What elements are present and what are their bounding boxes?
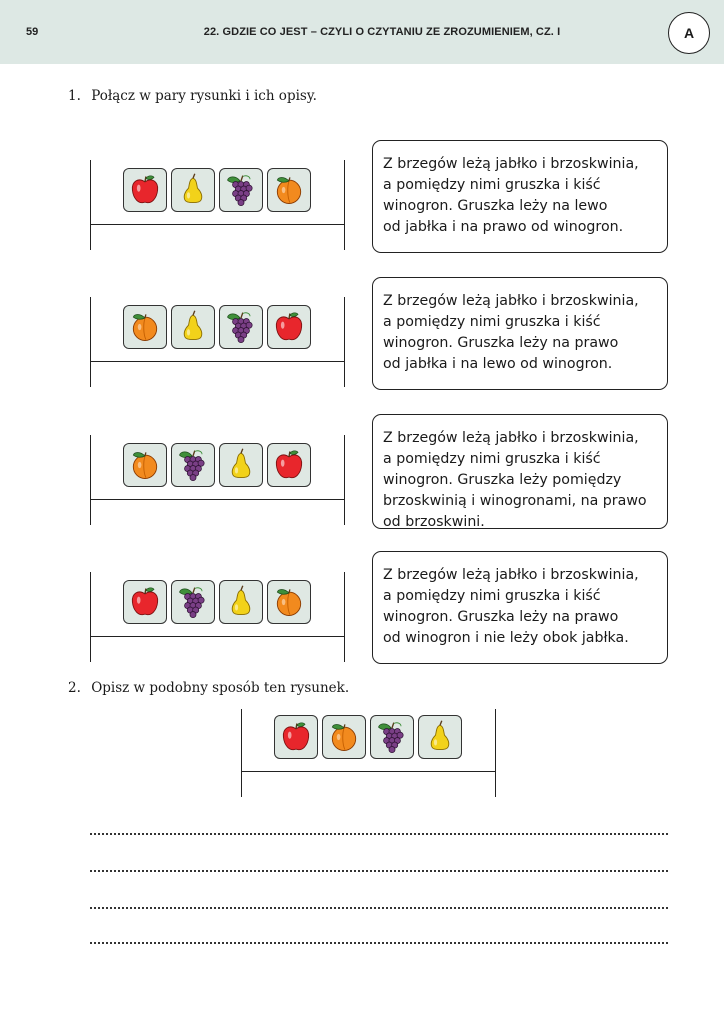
task-1-instruction xyxy=(68,88,317,104)
grapes-icon xyxy=(175,584,211,620)
shelf-base-line xyxy=(90,224,345,225)
apple-icon xyxy=(271,309,307,345)
description-box-3 xyxy=(372,414,668,529)
description-line: od brzoskwini. xyxy=(383,514,485,530)
task-2-instruction xyxy=(68,680,349,696)
pear-icon xyxy=(175,309,211,345)
apple-tile xyxy=(267,443,311,487)
description-line: Z brzegów leżą jabłko i brzoskwinia, xyxy=(383,293,639,309)
grapes-icon xyxy=(175,447,211,483)
description-line: Z brzegów leżą jabłko i brzoskwinia, xyxy=(383,156,639,172)
answer-line-4[interactable] xyxy=(90,942,668,944)
shelf-right-post xyxy=(344,297,345,387)
shelf-left-post xyxy=(90,160,91,250)
shelf-base-line xyxy=(90,361,345,362)
peach-tile xyxy=(322,715,366,759)
variant-badge: A xyxy=(668,12,710,54)
shelf-left-post xyxy=(241,709,242,797)
picture-row-3 xyxy=(90,435,345,525)
grapes-tile xyxy=(219,168,263,212)
apple-icon xyxy=(271,447,307,483)
answer-line-3[interactable] xyxy=(90,907,668,909)
apple-tile xyxy=(267,305,311,349)
description-box-4 xyxy=(372,551,668,664)
description-line: od winogron i nie leży obok jabłka. xyxy=(383,630,629,646)
description-line: winogron. Gruszka leży na lewo xyxy=(383,198,608,214)
description-line: Z brzegów leżą jabłko i brzoskwinia, xyxy=(383,430,639,446)
apple-icon xyxy=(278,719,314,755)
apple-tile xyxy=(123,580,167,624)
shelf-left-post xyxy=(90,435,91,525)
page-header xyxy=(0,0,724,64)
peach-icon xyxy=(271,172,307,208)
shelf-base-line xyxy=(90,636,345,637)
peach-tile xyxy=(123,305,167,349)
grapes-icon xyxy=(374,719,410,755)
description-line: winogron. Gruszka leży na prawo xyxy=(383,609,619,625)
description-line: a pomiędzy nimi gruszka i kiść xyxy=(383,314,601,330)
pear-icon xyxy=(175,172,211,208)
grapes-tile xyxy=(171,443,215,487)
picture-row-1 xyxy=(90,160,345,250)
page-number: 59 xyxy=(26,26,39,38)
grapes-tile xyxy=(171,580,215,624)
description-line: winogron. Gruszka leży na prawo xyxy=(383,335,619,351)
shelf-base-line xyxy=(241,771,496,772)
answer-line-1[interactable] xyxy=(90,833,668,835)
pear-icon xyxy=(223,584,259,620)
description-line: a pomiędzy nimi gruszka i kiść xyxy=(383,588,601,604)
shelf-base-line xyxy=(90,499,345,500)
description-line: od jabłka i na prawo od winogron. xyxy=(383,219,624,235)
task-2-picture xyxy=(241,709,496,797)
peach-icon xyxy=(326,719,362,755)
grapes-tile xyxy=(219,305,263,349)
pear-tile xyxy=(171,305,215,349)
task-2-number: 2. xyxy=(68,680,81,696)
shelf-right-post xyxy=(344,160,345,250)
pear-tile xyxy=(171,168,215,212)
apple-icon xyxy=(127,172,163,208)
peach-tile xyxy=(267,580,311,624)
pear-tile xyxy=(219,443,263,487)
description-line: brzoskwinią i winogronami, na prawo xyxy=(383,493,647,509)
task-1-number: 1. xyxy=(68,88,81,104)
task-2-text: Opisz w podobny sposób ten rysunek. xyxy=(91,680,350,696)
shelf-left-post xyxy=(90,297,91,387)
apple-icon xyxy=(127,584,163,620)
peach-icon xyxy=(127,447,163,483)
chapter-title: 22. GDZIE CO JEST – CZYLI O CZYTANIU ZE ZROZUMIENIEM, CZ. I xyxy=(203,26,561,38)
apple-tile xyxy=(274,715,318,759)
grapes-tile xyxy=(370,715,414,759)
description-line: a pomiędzy nimi gruszka i kiść xyxy=(383,177,601,193)
peach-icon xyxy=(127,309,163,345)
pear-icon xyxy=(223,447,259,483)
description-line: Z brzegów leżą jabłko i brzoskwinia, xyxy=(383,567,639,583)
pear-tile xyxy=(418,715,462,759)
peach-tile xyxy=(267,168,311,212)
apple-tile xyxy=(123,168,167,212)
pear-tile xyxy=(219,580,263,624)
peach-tile xyxy=(123,443,167,487)
shelf-right-post xyxy=(344,435,345,525)
picture-row-2 xyxy=(90,297,345,387)
shelf-right-post xyxy=(344,572,345,662)
grapes-icon xyxy=(223,309,259,345)
description-box-2 xyxy=(372,277,668,390)
pear-icon xyxy=(422,719,458,755)
description-line: winogron. Gruszka leży pomiędzy xyxy=(383,472,622,488)
peach-icon xyxy=(271,584,307,620)
description-line: a pomiędzy nimi gruszka i kiść xyxy=(383,451,601,467)
grapes-icon xyxy=(223,172,259,208)
picture-row-4 xyxy=(90,572,345,662)
task-1-text: Połącz w pary rysunki i ich opisy. xyxy=(91,88,317,104)
shelf-left-post xyxy=(90,572,91,662)
shelf-right-post xyxy=(495,709,496,797)
answer-line-2[interactable] xyxy=(90,870,668,872)
description-box-1 xyxy=(372,140,668,253)
description-line: od jabłka i na lewo od winogron. xyxy=(383,356,613,372)
